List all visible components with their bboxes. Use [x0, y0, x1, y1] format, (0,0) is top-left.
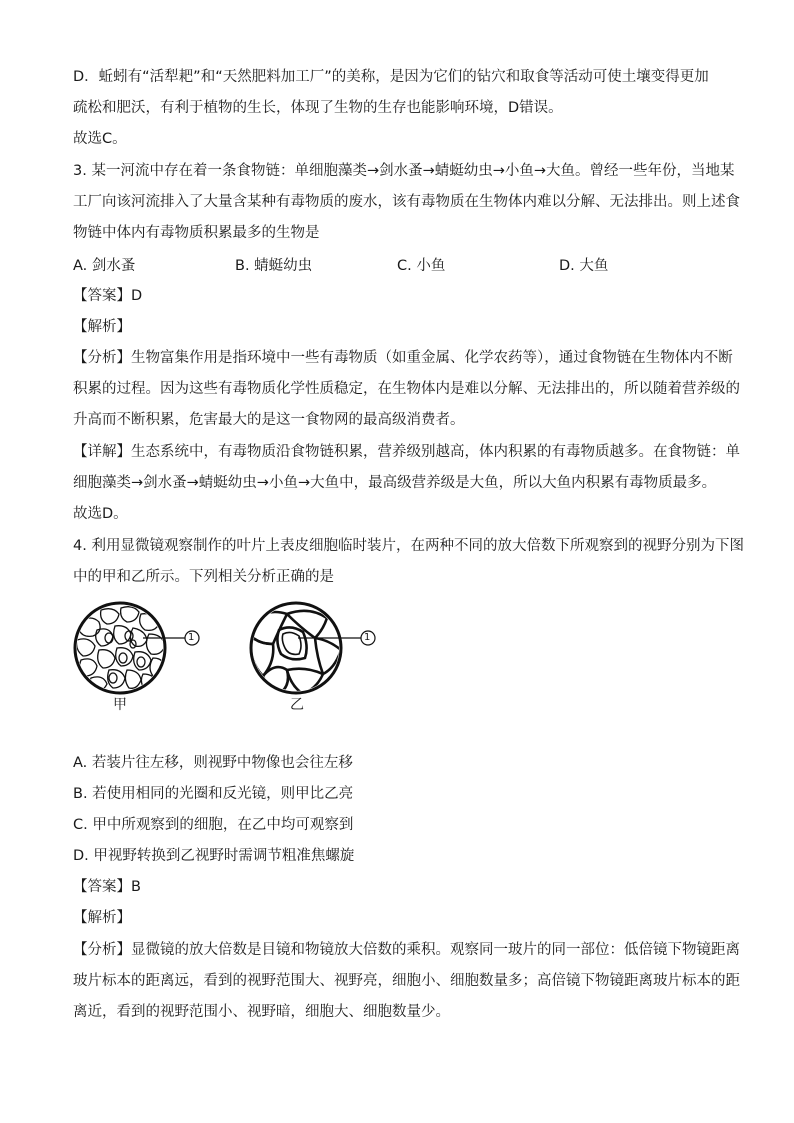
q4-fenxi-line3: 离近，看到的视野范围小、视野暗，细胞大、细胞数量少。: [73, 1004, 450, 1020]
q3-options: [73, 254, 723, 274]
q3-stem-line2: 工厂向该河流排入了大量含某种有毒物质的废水，该有毒物质在生物体内难以分解、无法排出。则上述食: [73, 194, 740, 210]
q4-stem-line1: 4. 利用显微镜观察制作的叶片上表皮细胞临时装片，在两种不同的放大倍数下所观察到的视野分别为下图: [73, 538, 744, 554]
q3-answer: 【答案】D: [73, 288, 143, 304]
q4-fenxi-line2: 玻片标本的距离远，看到的视野范围大、视野亮，细胞小、细胞数量多；高倍镜下物镜距离玻片标本的距: [73, 973, 740, 989]
q3-final-choice: 故选D。: [73, 506, 128, 522]
q3-stem-line3: 物链中体内有毒物质积累最多的生物是: [73, 225, 320, 241]
q4-fenxi-line1: 【分析】显微镜的放大倍数是目镜和物镜放大倍数的乘积。观察同一玻片的同一部位：低倍镜下物镜距离: [73, 942, 740, 958]
q4-option-d: D. 甲视野转换到乙视野时需调节粗准焦螺旋: [73, 848, 355, 864]
q4-analysis-title: 【解析】: [73, 910, 131, 926]
q4-option-b: B. 若使用相同的光圈和反光镜，则甲比乙亮: [73, 786, 354, 802]
q3-option-d: D. 大鱼: [559, 258, 609, 274]
marker-label-jia: 1: [188, 632, 195, 643]
q3-xiangjie-line2: 细胞藻类→剑水蚤→蜻蜓幼虫→小鱼→大鱼中，最高级营养级是大鱼，所以大鱼内积累有毒物质最多。: [73, 475, 717, 491]
q3-option-b: B. 蜻蜓幼虫: [235, 258, 313, 274]
q3-stem-line1: 3. 某一河流中存在着一条食物链：单细胞藻类→剑水蚤→蜻蜓幼虫→小鱼→大鱼。曾经一些年份，当地某: [73, 163, 735, 179]
field-yi: [251, 603, 375, 694]
q3-fenxi-line3: 升高而不断积累，危害最大的是这一食物网的最高级消费者。: [73, 412, 465, 428]
q4-option-c: C. 甲中所观察到的细胞，在乙中均可观察到: [73, 817, 354, 833]
microscope-fields-figure: [73, 600, 403, 720]
q3-fenxi-line1: 【分析】生物富集作用是指环境中一些有毒物质（如重金属、化学农药等），通过食物链在生物体内不断: [73, 350, 733, 366]
q3-analysis-title: 【解析】: [73, 319, 131, 335]
marker-label-yi: 1: [364, 632, 371, 643]
q4-option-a: A. 若装片往左移，则视野中物像也会往左移: [73, 755, 353, 771]
field-jia: [75, 603, 199, 693]
q3-fenxi-line2: 积累的过程。因为这些有毒物质化学性质稳定，在生物体内是难以分解、无法排出的，所以随着营养级的: [73, 381, 740, 397]
q4-answer: 【答案】B: [73, 879, 141, 895]
q2-final-choice: 故选C。: [73, 131, 127, 147]
figure-label-yi: 乙: [290, 697, 304, 713]
q2-option-d-explanation-line1: D．蚯蚓有“活犁耙”和“天然肥料加工厂”的美称，是因为它们的钻穴和取食等活动可使土壤变得更加: [73, 69, 709, 85]
q3-option-a: A. 剑水蚤: [73, 258, 136, 274]
figure-label-jia: 甲: [113, 697, 127, 713]
q3-option-c: C. 小鱼: [397, 258, 446, 274]
q4-stem-line2: 中的甲和乙所示。下列相关分析正确的是: [73, 569, 334, 585]
q2-option-d-explanation-line2: 疏松和肥沃，有利于植物的生长，体现了生物的生存也能影响环境，D错误。: [73, 100, 563, 116]
q3-xiangjie-line1: 【详解】生态系统中，有毒物质沿食物链积累，营养级别越高，体内积累的有毒物质越多。在食物链：单: [73, 444, 740, 460]
